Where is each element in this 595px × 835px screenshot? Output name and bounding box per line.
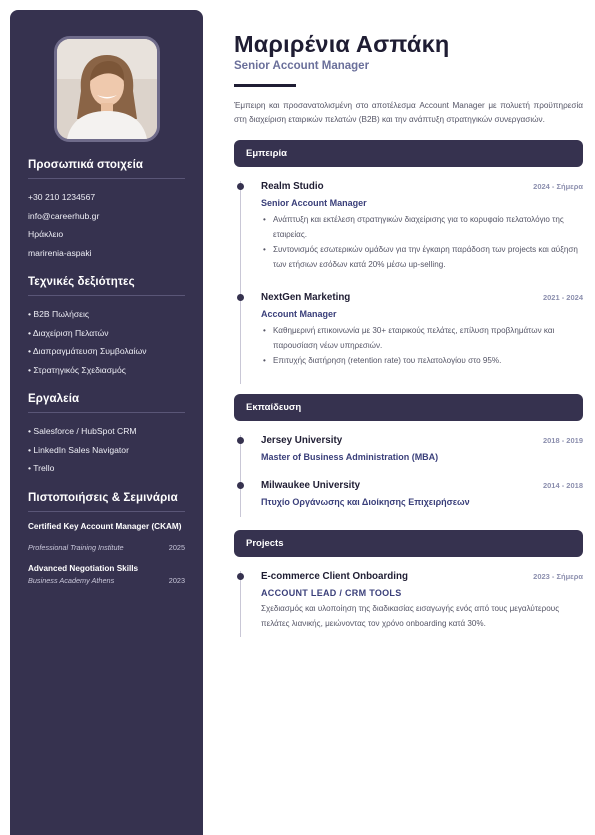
cert-name: Certified Key Account Manager (CKAM) <box>28 521 182 531</box>
bullet-item: • Ανάπτυξη και εκτέλεση στρατηγικών διαχείρισης για το κορυφαίο πελατολόγιο της εταιρείας. <box>261 212 583 242</box>
projects-header: Projects <box>234 530 583 557</box>
skill-item: • B2B Πωλήσεις <box>28 309 90 319</box>
timeline-dot <box>237 437 244 444</box>
experience-item <box>261 292 583 368</box>
cert-name: Advanced Negotiation Skills <box>28 563 139 573</box>
skill-item: • Στρατηγικός Σχεδιασμός <box>28 364 126 375</box>
degree: Master of Business Administration (MBA) <box>261 452 439 462</box>
company-name: NextGen Marketing <box>261 292 351 303</box>
education-item <box>261 435 583 462</box>
certifications-title: Πιστοποιήσεις & Σεμινάρια <box>28 492 185 512</box>
phone: +30 210 1234567 <box>28 192 96 202</box>
main-content <box>234 30 583 637</box>
timeline-dot <box>237 482 244 489</box>
date-range: 2021 - 2024 <box>542 293 583 302</box>
certifications-section <box>28 492 185 586</box>
cert-item <box>28 521 185 553</box>
position-title: Senior Account Manager <box>261 198 367 208</box>
cert-org: Business Academy Athens <box>28 575 115 585</box>
cert-year: 2023 <box>168 575 185 585</box>
profile-photo <box>54 36 160 142</box>
timeline-dot <box>237 573 244 580</box>
bullet-item: • Καθημερινή επικοινωνία με 30+ εταιρικούς πελάτες, επίλυση προβλημάτων και παρουσίαση νέων υπηρεσιών. <box>261 323 583 353</box>
tool-item: • LinkedIn Sales Navigator <box>28 444 129 455</box>
title-divider <box>234 84 296 87</box>
project-item <box>261 571 583 631</box>
project-role: ACCOUNT LEAD / CRM TOOLS <box>261 588 402 598</box>
project-description: Σχεδιασμός και υλοποίηση της διαδικασίας εισαγωγής ενός από τους μεγαλύτερους πελάτες λιανικής, μειώνοντας τον χρόνο onboarding κατά 30%. <box>261 604 560 628</box>
location: Ηράκλειο <box>28 229 64 239</box>
company-name: Realm Studio <box>261 181 324 192</box>
education-header: Εκπαίδευση <box>234 394 583 421</box>
sidebar <box>10 10 203 835</box>
skills-section <box>28 276 185 379</box>
skills-title: Τεχνικές δεξιότητες <box>28 276 185 296</box>
timeline-dot <box>237 294 244 301</box>
experience-header: Εμπειρία <box>234 140 583 167</box>
skill-item: • Διαχείριση Πελατών <box>28 327 109 338</box>
cert-org: Professional Training Institute <box>28 542 124 552</box>
date-range: 2014 - 2018 <box>542 481 583 490</box>
bullet-item: • Συντονισμός εσωτερικών ομάδων για την έγκαιρη παράδοση των projects και αύξηση των ετήσιων εσόδων κατά 20% μέσω up-selling. <box>261 242 583 272</box>
position-title: Account Manager <box>261 309 337 319</box>
tools-title: Εργαλεία <box>28 393 185 413</box>
cert-year: 2025 <box>168 542 185 552</box>
profile-handle[interactable]: marirenia-aspaki <box>28 247 92 258</box>
tool-item: • Trello <box>28 463 55 473</box>
education-item <box>261 480 583 507</box>
profile-photo-icon <box>57 39 157 139</box>
tool-item: • Salesforce / HubSpot CRM <box>28 426 137 436</box>
project-name: E-commerce Client Onboarding <box>261 571 408 582</box>
projects-timeline <box>240 571 583 637</box>
date-range: 2018 - 2019 <box>542 436 583 445</box>
school-name: Milwaukee University <box>261 480 361 491</box>
summary: Έμπειρη και προσανατολισμένη στο αποτέλεσμα Account Manager με πολυετή προϋπηρεσία στη διαχείριση εταιρικών πελατών (B2B) και την ανάπτυξη στρατηγικών συνεργασιών. <box>234 101 583 124</box>
skill-item: • Διαπραγμάτευση Συμβολαίων <box>28 346 147 356</box>
cert-item <box>28 563 185 586</box>
school-name: Jersey University <box>261 435 343 446</box>
experience-timeline <box>240 181 583 384</box>
date-range: 2023 - Σήμερα <box>533 572 583 581</box>
experience-item <box>261 181 583 272</box>
email[interactable]: info@careerhub.gr <box>28 210 100 221</box>
timeline-dot <box>237 183 244 190</box>
bullet-item: • Επιτυχής διατήρηση (retention rate) του πελατολογίου στο 95%. <box>261 353 583 368</box>
education-timeline <box>240 435 583 517</box>
person-name: Μαριρένια Ασπάκη <box>234 31 450 57</box>
personal-info-title: Προσωπικά στοιχεία <box>28 159 185 179</box>
date-range: 2024 - Σήμερα <box>533 182 583 191</box>
person-role: Senior Account Manager <box>234 60 370 72</box>
tools-section <box>28 393 185 478</box>
personal-info-section <box>28 159 185 262</box>
degree: Πτυχίο Οργάνωσης και Διοίκησης Επιχειρήσεων <box>261 497 470 507</box>
